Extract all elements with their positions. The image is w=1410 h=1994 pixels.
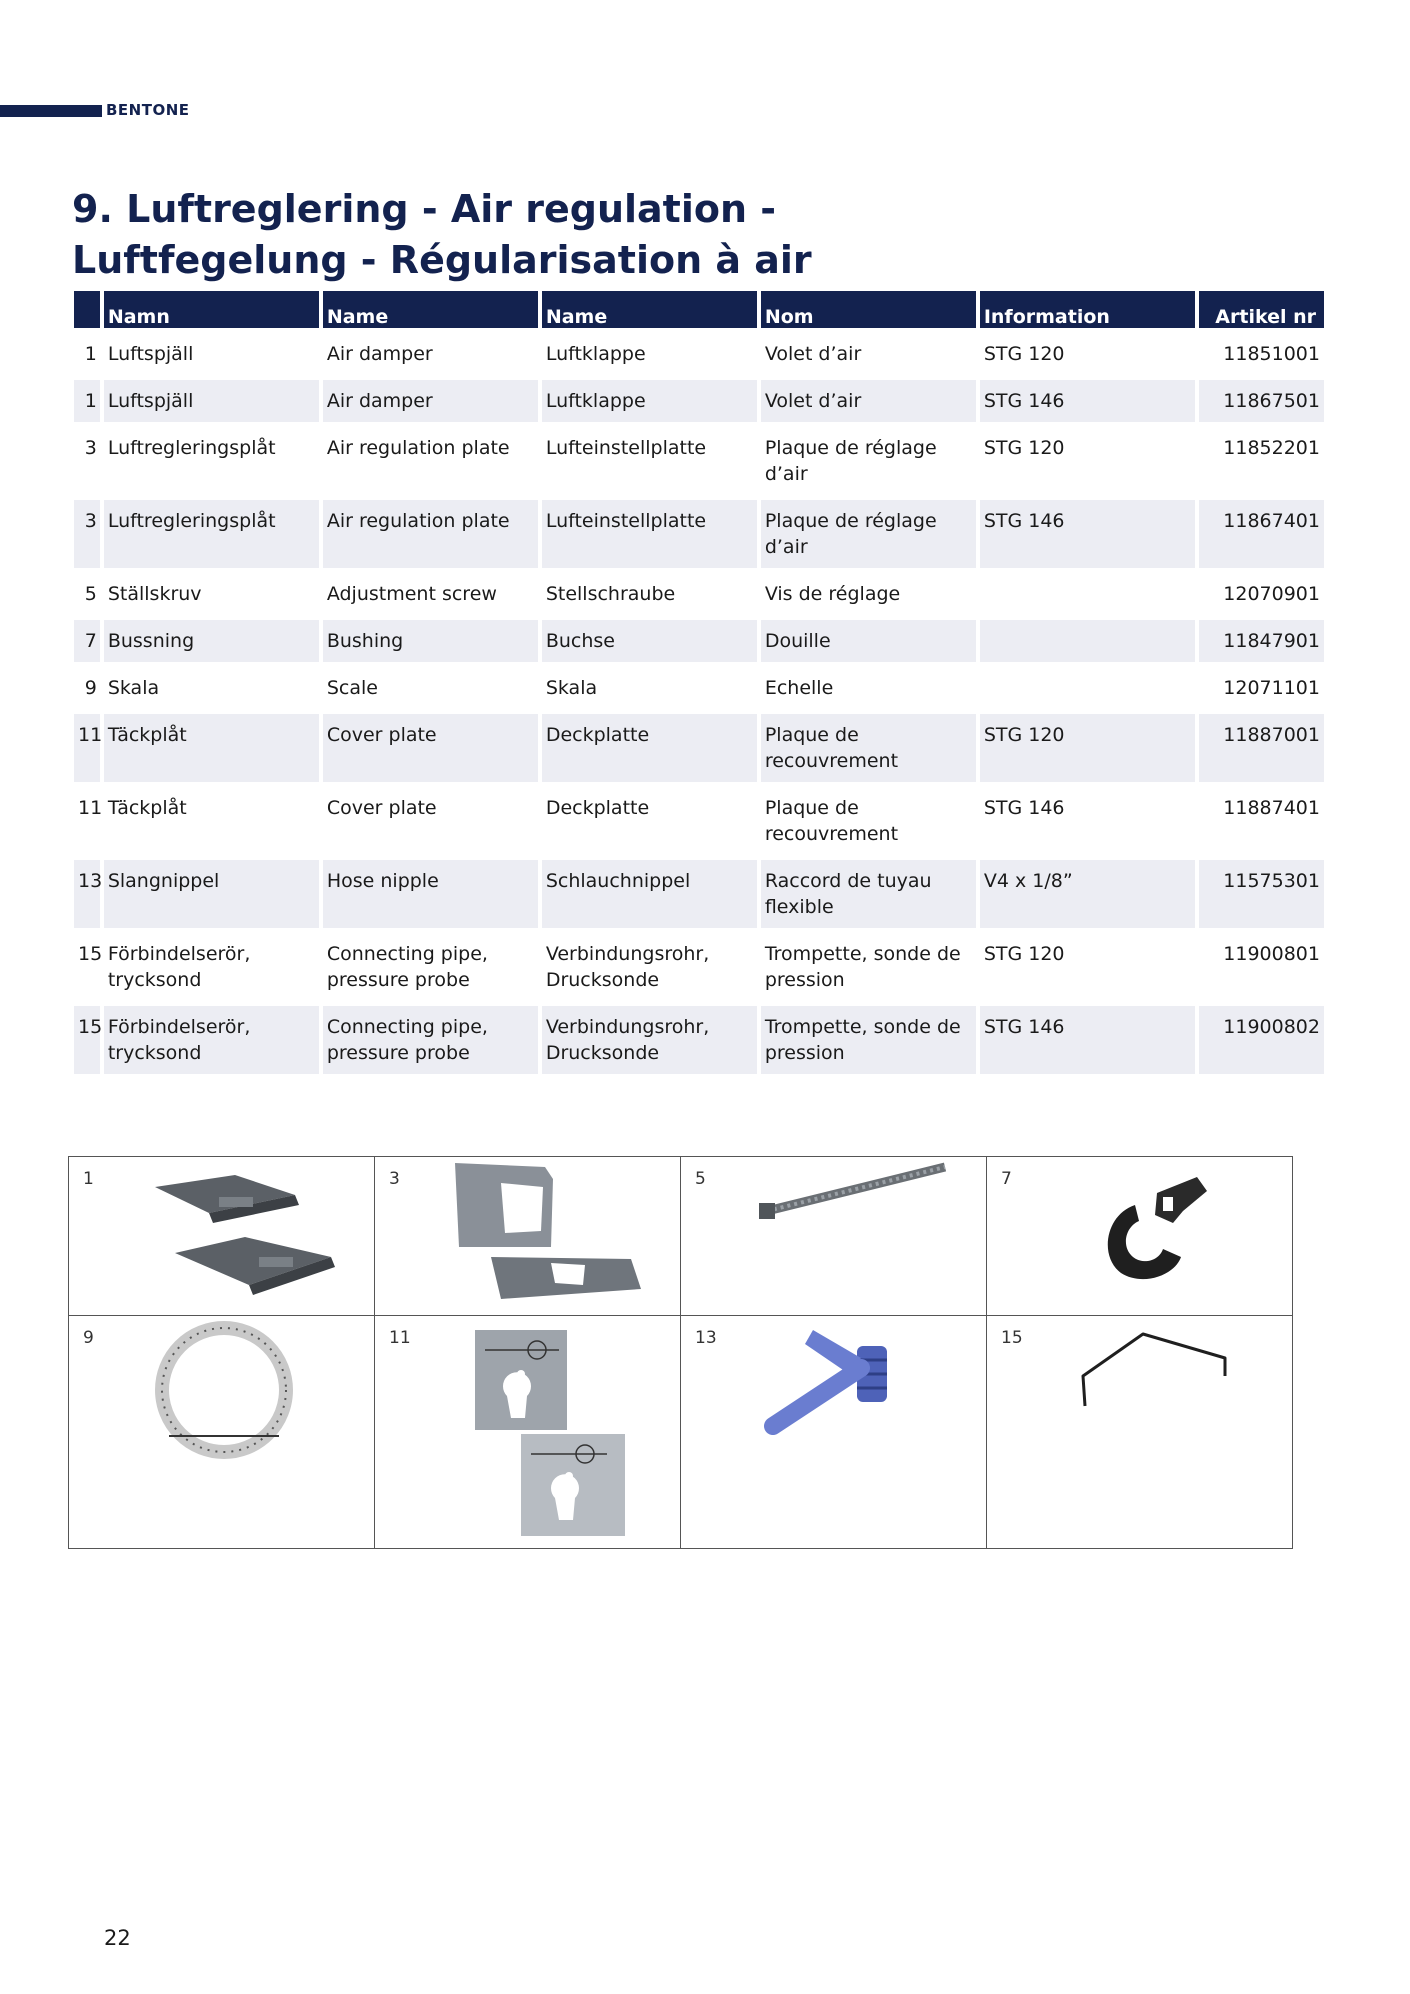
part-name-swedish: Skala [107,677,160,699]
part-information: STG 120 [980,714,1195,782]
part-article-number: 11887401 [1223,797,1320,819]
part-name-swedish: Täckplåt [107,797,187,819]
image-label: 11 [389,1328,411,1348]
table-row [74,787,1324,855]
header-swedish-name: Namn [104,291,319,328]
header-article-number: Artikel nr [1199,291,1324,328]
table-row [74,860,1324,928]
image-cell [375,1157,681,1316]
adjustment-screw-icon [681,1157,986,1315]
part-article-number: 11575301 [1199,860,1324,928]
header-french-name: Nom [761,291,976,328]
table-row [74,500,1324,568]
part-name-english: Air damper [326,343,433,365]
table-row [74,380,1324,422]
scale-icon [69,1316,374,1548]
part-name-swedish: Luftregleringsplåt [104,500,319,568]
connecting-pipe-icon [987,1316,1292,1548]
part-name-french: Volet d’air [761,380,976,422]
part-article-number: 11867401 [1199,500,1324,568]
image-label: 5 [695,1169,706,1189]
part-name-english: Hose nipple [323,860,538,928]
part-name-german: Deckplatte [545,797,650,819]
part-information: STG 120 [983,437,1065,459]
part-name-english: Air damper [323,380,538,422]
part-article-number: 12071101 [1223,677,1320,699]
part-name-swedish: Ställskruv [107,583,202,605]
part-position: 11 [74,714,100,782]
part-article-number: 11852201 [1223,437,1320,459]
part-information: STG 120 [983,943,1065,965]
part-name-english: Connecting pipe, pressure probe [323,1006,538,1074]
part-name-german: Lufteinstellplatte [542,500,757,568]
table-row [74,1006,1324,1074]
part-article-number: 11851001 [1223,343,1320,365]
part-article-number: 11900802 [1199,1006,1324,1074]
part-name-french: Trompette, sonde de pression [761,1006,976,1074]
part-position: 1 [74,380,100,422]
image-cell [69,1157,375,1316]
part-name-swedish: Förbindelserör, trycksond [107,943,251,991]
table-row [74,620,1324,662]
part-name-english: Connecting pipe, pressure probe [326,943,488,991]
brand-name: BENTONE [106,101,190,119]
bushing-icon [987,1157,1292,1315]
part-information: STG 146 [980,500,1195,568]
part-name-swedish: Luftspjäll [104,380,319,422]
part-position: 15 [78,943,103,965]
image-cell [987,1316,1293,1549]
part-information: STG 146 [980,1006,1195,1074]
part-name-english: Air regulation plate [326,437,510,459]
part-name-swedish: Luftspjäll [107,343,194,365]
part-name-german: Stellschraube [545,583,676,605]
image-cell [681,1157,987,1316]
part-article-number: 11867501 [1199,380,1324,422]
part-name-french: Plaque de recouvrement [761,714,976,782]
part-position: 3 [74,500,100,568]
part-name-english: Bushing [323,620,538,662]
page-number: 22 [104,1926,131,1950]
part-position: 7 [74,620,100,662]
table-row [74,933,1324,1001]
part-article-number: 11847901 [1199,620,1324,662]
image-label: 15 [1001,1328,1023,1348]
part-information: STG 120 [983,343,1065,365]
part-position: 11 [78,797,103,819]
table-row [74,333,1324,375]
image-label: 13 [695,1328,717,1348]
part-article-number: 11900801 [1223,943,1320,965]
part-name-swedish: Förbindelserör, trycksond [104,1006,319,1074]
part-name-french: Plaque de réglage d’air [764,437,937,485]
part-name-german: Verbindungsrohr, Drucksonde [542,1006,757,1074]
part-name-german: Luftklappe [545,343,646,365]
part-name-german: Buchse [542,620,757,662]
air-damper-icon [69,1157,374,1315]
image-cell [375,1316,681,1549]
part-position: 5 [84,583,97,605]
part-name-german: Lufteinstellplatte [545,437,707,459]
part-article-number: 12070901 [1223,583,1320,605]
image-cell [987,1157,1293,1316]
part-name-french: Echelle [764,677,834,699]
header-pos [74,291,100,328]
part-information [980,620,1195,662]
header-english-name: Name [323,291,538,328]
air-regulation-plate-icon [375,1157,680,1315]
part-information [980,573,1195,615]
parts-table [70,286,1328,1079]
cover-plate-icon [375,1316,680,1548]
part-name-french: Trompette, sonde de pression [764,943,961,991]
table-header-row [74,291,1324,328]
part-name-french: Plaque de recouvrement [764,797,899,845]
part-position: 13 [74,860,100,928]
part-name-french: Volet d’air [764,343,862,365]
part-information: STG 146 [980,380,1195,422]
part-name-swedish: Bussning [104,620,319,662]
image-cell [681,1316,987,1549]
part-name-french: Plaque de réglage d’air [761,500,976,568]
part-position: 9 [84,677,97,699]
page-title: 9. Luftreglering - Air regulation - Luftfegelung - Régularisation à air [72,187,812,282]
part-name-german: Deckplatte [542,714,757,782]
part-name-french: Raccord de tuyau flexible [761,860,976,928]
image-label: 3 [389,1169,400,1189]
part-name-french: Vis de réglage [764,583,901,605]
image-label: 1 [83,1169,94,1189]
part-information: STG 146 [983,797,1065,819]
part-name-english: Adjustment screw [326,583,497,605]
parts-table-body [74,333,1324,1074]
table-row [74,427,1324,495]
part-name-english: Scale [326,677,378,699]
table-row [74,667,1324,709]
header-information: Information [980,291,1195,328]
part-name-french: Douille [761,620,976,662]
part-information: V4 x 1/8” [980,860,1195,928]
part-name-german: Verbindungsrohr, Drucksonde [545,943,710,991]
part-name-german: Skala [545,677,598,699]
header-german-name: Name [542,291,757,328]
image-cell [69,1316,375,1549]
part-article-number: 11887001 [1199,714,1324,782]
part-name-english: Cover plate [323,714,538,782]
part-name-german: Luftklappe [542,380,757,422]
part-name-german: Schlauchnippel [542,860,757,928]
brand-bar [0,105,102,117]
part-position: 3 [84,437,97,459]
part-name-swedish: Slangnippel [104,860,319,928]
part-position: 1 [84,343,97,365]
part-name-english: Air regulation plate [323,500,538,568]
part-name-english: Cover plate [326,797,437,819]
hose-nipple-icon [681,1316,986,1548]
image-label: 9 [83,1328,94,1348]
parts-image-grid [68,1156,1293,1549]
table-row [74,714,1324,782]
part-information [980,667,1195,709]
table-row [74,573,1324,615]
part-name-swedish: Täckplåt [104,714,319,782]
part-name-swedish: Luftregleringsplåt [107,437,276,459]
part-position: 15 [74,1006,100,1074]
image-label: 7 [1001,1169,1012,1189]
